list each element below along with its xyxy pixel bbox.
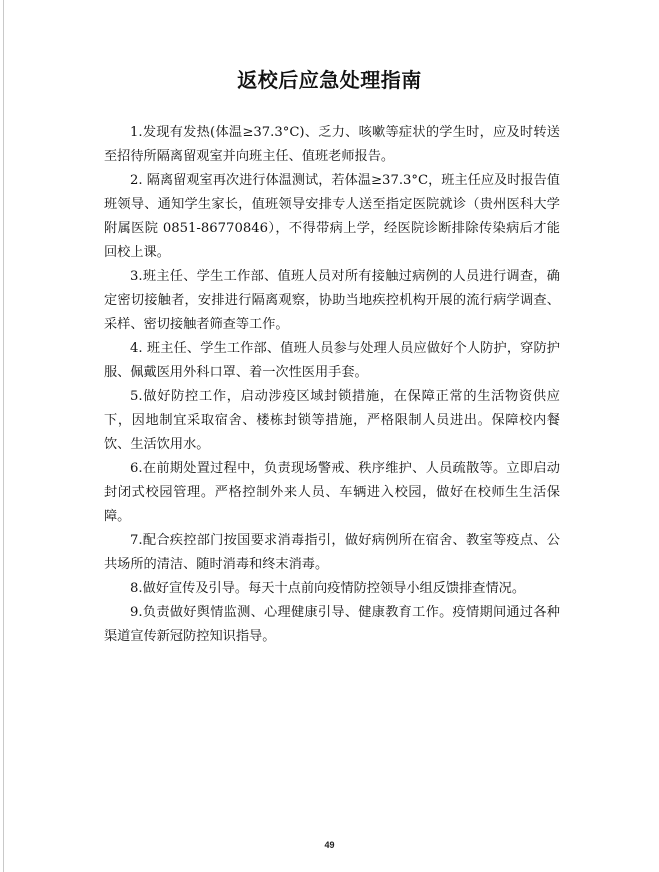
page-number: 49	[324, 840, 335, 850]
paragraph-4: 4. 班主任、学生工作部、值班人员参与处理人员应做好个人防护，穿防护服、佩戴医用外科口罩、着一次性医用手套。	[104, 341, 560, 380]
document-body	[104, 121, 560, 649]
document-title: 返校后应急处理指南	[237, 68, 422, 92]
paragraph-5: 5.做好防控工作，启动涉疫区域封锁措施，在保障正常的生活物资供应下，因地制宜采取宿舍、楼栋封锁等措施，严格限制人员进出。保障校内餐饮、生活饮用水。	[104, 389, 560, 452]
paragraph-6: 6.在前期处置过程中，负责现场警戒、秩序维护、人员疏散等。立即启动封闭式校园管理。严格控制外来人员、车辆进入校园，做好在校师生生活保障。	[104, 461, 560, 524]
page-edge-line	[3, 0, 4, 872]
paragraph-1: 1.发现有发热(体温≥37.3°C)、乏力、咳嗽等症状的学生时，应及时转送至招待所隔离留观室并向班主任、值班老师报告。	[104, 125, 560, 164]
paragraph-7: 7.配合疾控部门按国要求消毒指引，做好病例所在宿舍、教室等疫点、公共场所的清洁、随时消毒和终末消毒。	[104, 533, 560, 572]
paragraph-8: 8.做好宣传及引导。每天十点前向疫情防控领导小组反馈排查情况。	[130, 581, 526, 596]
paragraph-2: 2. 隔离留观室再次进行体温测试，若体温≥37.3°C，班主任应及时报告值班领导、通知学生家长，值班领导安排专人送至指定医院就诊（贵州医科大学附属医院 0851-86770846），不得带病上学，经医院诊断排除传染病后才能回校上课。	[104, 173, 560, 260]
paragraph-3: 3.班主任、学生工作部、值班人员对所有接触过病例的人员进行调查，确定密切接触者，安排进行隔离观察，协助当地疾控机构开展的流行病学调查、采样、密切接触者筛查等工作。	[104, 269, 560, 332]
paragraph-9: 9.负责做好舆情监测、心理健康引导、健康教育工作。疫情期间通过各种渠道宣传新冠防控知识指导。	[104, 605, 560, 644]
